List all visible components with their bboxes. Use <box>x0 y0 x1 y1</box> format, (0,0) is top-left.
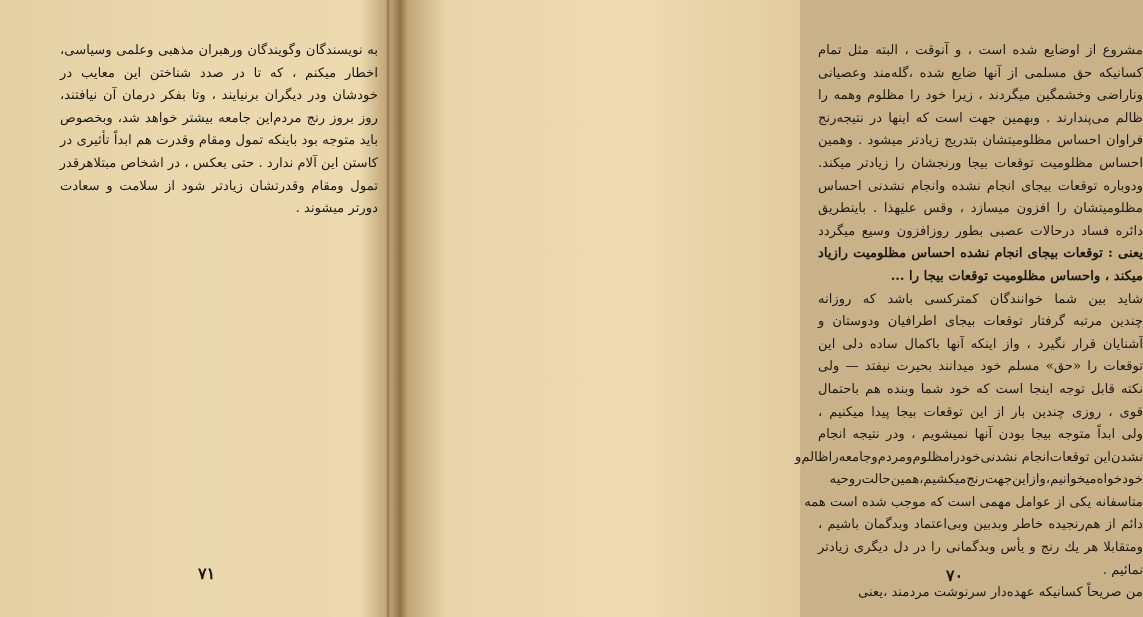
text-line: شاید بین شما خوانندگان کمترکسی باشد که روزانه <box>818 291 1143 307</box>
text-line: آشنایان قرار نگیرد ، واز اینکه آنها باکمال ساده دلی این <box>818 336 1143 352</box>
text-line: من صریحاً کسانیکه عهده‌دار سرنوشت مردمند ،یعنی <box>858 585 1143 601</box>
text-line: ظالم می‌پندارند . وبهمین جهت است که اینها در نتیجه‌رنج <box>818 110 1143 126</box>
left-page <box>0 0 392 617</box>
text-line: توقعات را «حق» مسلم خود میدانند بحیرت نیفتد — ولی <box>818 359 1143 375</box>
text-line: چندین مرتبه گرفتار توقعات بیجای اطرافیان ودوستان و <box>818 314 1143 330</box>
page-number-left: ۷۱ <box>198 564 216 583</box>
text-line: دورتر میشوند . <box>295 201 378 217</box>
text-line: ومتقابلا هر یك رنج و یأس وبدگمانی را در دل دیگری زیادتر <box>818 540 1143 556</box>
text-line: خودخواه‌میخوانیم،وازاین‌جهت‌رنج‌میکشیم،همین‌حالت‌روحیه <box>829 472 1143 488</box>
text-line: احساس مظلومیت توقعات بیجا ورنجشان را زیادتر میکند. <box>818 155 1143 171</box>
book-gutter <box>386 0 390 617</box>
text-line: به نویسندگان وگویندگان ورهبران مذهبی وعلمی وسیاسی، <box>60 43 378 58</box>
text-line-bold: یعنی : توقعات بیجای انجام نشده احساس مظلومیت رازیاد <box>818 246 1143 262</box>
text-line: مظلومیتشان را افزون میسازد ، وقس علیهذا . باینطریق <box>818 201 1143 217</box>
right-page <box>400 0 1143 617</box>
text-line: باید متوجه بود باینکه تمول ومقام وقدرت هم ابداً تأثیری در <box>60 133 378 149</box>
text-line: کاستن این آلام ندارد . حتی بعکس ، در اشخاص مبتلاهر‌قدر <box>59 155 378 171</box>
text-line: نشدن‌این توقعات‌انجام نشدنی‌خود‌را‌مظلوم‌ومردم‌وجامعه‌را‌ظالم‌و <box>794 449 1143 465</box>
text-line: تمول ومقام وقدرتشان زیادتر شود از سلامت و سعادت <box>60 178 378 194</box>
text-line: ولی ابداً متوجه بیجا بودن آنها نمیشویم ، ودر نتیجه انجام <box>818 427 1143 443</box>
right-page-text <box>794 40 1143 605</box>
page-number-right: ۷۰ <box>946 566 964 585</box>
text-line: خودشان ودر دیگران برنیایند ، وتا بفکر درمان آن نیافتند، <box>60 88 378 104</box>
text-line: قوی ، روزی چندین بار از این توقعات بیجا پیدا میکنیم ، <box>818 404 1143 420</box>
text-line: اخطار میکنم ، که تا در صدد شناختن این معایب در <box>60 65 378 81</box>
text-line: روز بروز رنج مردم‌این جامعه بیشتر خواهد شد، وبخصوص <box>60 110 378 126</box>
text-line: فراوان احساس مظلومیتشان بتدریج زیادتر میشود . وهمین <box>818 133 1143 149</box>
text-line: دائم از هم‌رنجیده خاطر وبدبین وبی‌اعتماد وبدگمان باشیم ، <box>818 517 1143 533</box>
text-line-bold: میکند ، واحساس مظلومیت توقعات بیجا را ... <box>890 268 1143 284</box>
text-line: وناراضی وخشمگین میگردند ، زیرا خود را مظلوم وهمه را <box>818 88 1143 104</box>
text-line: کسانیکه حق مسلمی از آنها ضایع شده ،گله‌مند وعصیانی <box>818 65 1143 81</box>
text-line: دائره فساد درحالات عصبی بطور روزافزون وسیع میگردد <box>818 223 1143 239</box>
text-line: نکته قابل توجه اینجا است که خود شما وبنده هم باحتمال <box>818 381 1143 397</box>
text-line: مشروع از اوضایع شده است ، و آنوقت ، البته مثل تمام <box>818 43 1143 58</box>
text-line: متاسفانه یکی از عوامل مهمی است که موجب شده است همه <box>804 494 1143 510</box>
left-page-text <box>60 40 378 221</box>
text-line: ودوباره توقعات بیجای انجام نشده وانجام نشدنی احساس <box>818 178 1143 194</box>
text-line: نمائیم . <box>1102 562 1143 578</box>
